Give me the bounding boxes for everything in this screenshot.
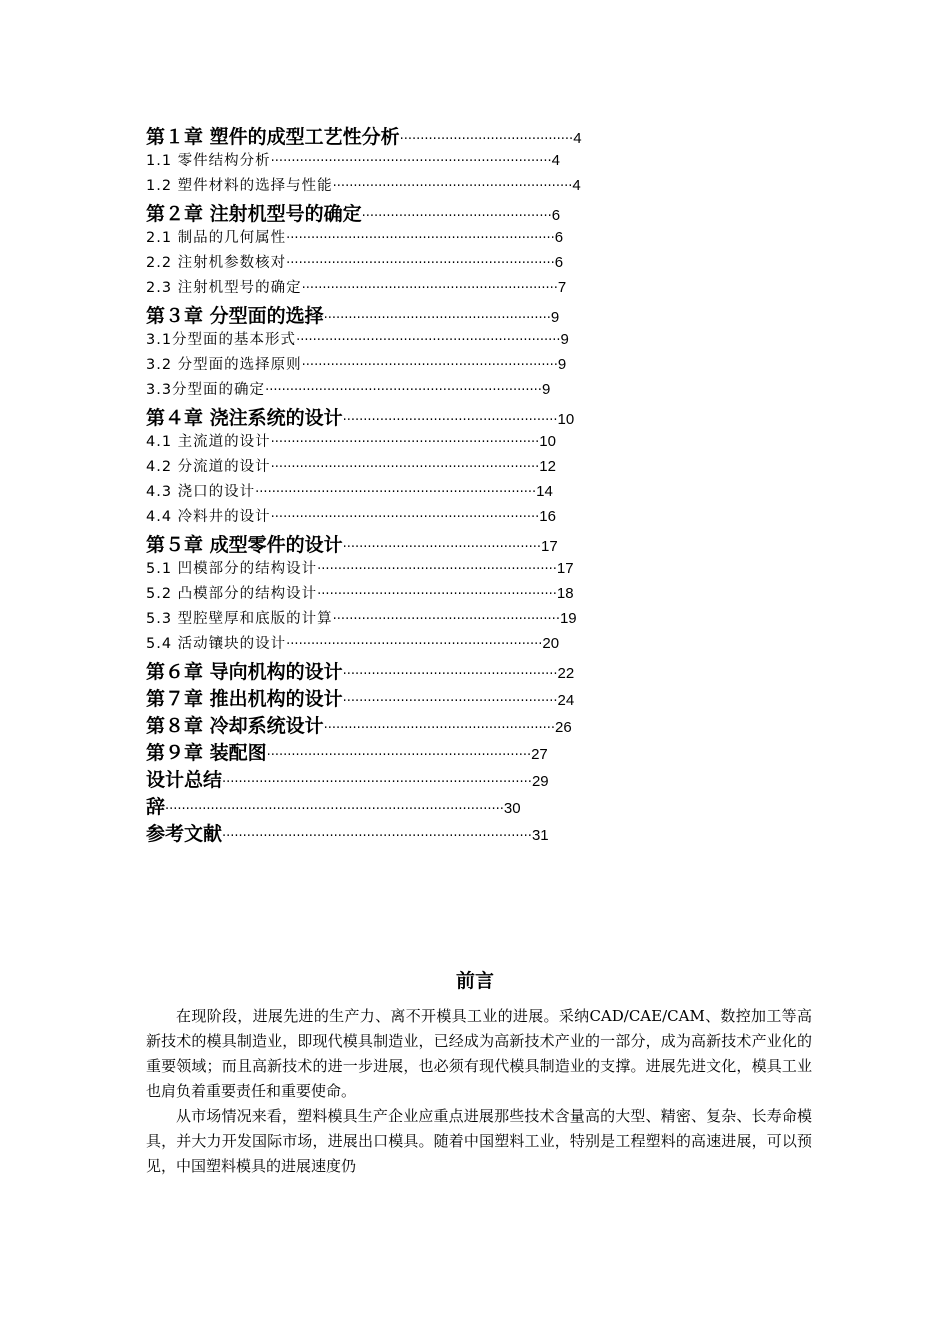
toc-chapter-entry[interactable] [146, 530, 806, 557]
toc-entry-label: 3.1分型面的基本形式 [146, 332, 297, 348]
preface-paragraph: 在现阶段，进展先进的生产力、离不开模具工业的进展。采纳CAD/CAE/CAM、数控加工等高新技术的模具制造业，即现代模具制造业，已经成为高新技术产业的一部分，成为高新技术产业化的重要领域；而且高新技术的进一步进展，也必须有现代模具制造业的支撑。进展先进文化，模具工业也肩负着重要责任和重要使命。 [146, 1007, 812, 1100]
toc-entry-label: 第６章 导向机构的设计 [146, 661, 343, 683]
toc-entry-label: 第３章 分型面的选择 [146, 305, 324, 327]
toc-section-entry[interactable] [146, 480, 806, 505]
toc-leader-dots: ···················································· [342, 667, 558, 682]
toc-entry-label: 5.1 凹模部分的结构设计 [146, 561, 318, 577]
toc-entry-label: 2.1 制品的几何属性 [146, 230, 287, 246]
toc-chapter-entry[interactable] [146, 819, 806, 846]
toc-leader-dots: ···································································· [270, 154, 552, 169]
toc-chapter-entry[interactable] [146, 792, 806, 819]
toc-entry-page-number: 16 [539, 508, 556, 525]
toc-leader-dots: ······························································ [301, 281, 558, 296]
toc-entry-label: 第１章 塑件的成型工艺性分析 [146, 126, 400, 148]
toc-leader-dots: ·························································· [317, 587, 557, 602]
toc-entry-label: 5.2 凸模部分的结构设计 [146, 586, 318, 602]
toc-section-entry[interactable] [146, 226, 806, 251]
toc-leader-dots: ···································································· [255, 485, 537, 500]
toc-entry-label: 第８章 冷却系统设计 [146, 715, 324, 737]
toc-entry-page-number: 4 [572, 177, 581, 194]
toc-entry-label: 1.1 零件结构分析 [146, 153, 271, 169]
toc-entry-page-number: 10 [539, 433, 556, 450]
toc-chapter-entry[interactable] [146, 765, 806, 792]
toc-chapter-entry[interactable] [146, 657, 806, 684]
toc-section-entry[interactable] [146, 632, 806, 657]
toc-entry-label: 第９章 装配图 [146, 742, 267, 764]
toc-entry-label: 4.2 分流道的设计 [146, 459, 271, 475]
toc-leader-dots: ··········································································· [222, 829, 532, 844]
toc-chapter-entry[interactable] [146, 684, 806, 711]
toc-leader-dots: ·············································· [361, 209, 552, 224]
toc-chapter-entry[interactable] [146, 403, 806, 430]
toc-entry-page-number: 17 [540, 538, 558, 555]
toc-entry-page-number: 6 [554, 254, 564, 271]
toc-section-entry[interactable] [146, 430, 806, 455]
toc-leader-dots: ·························································· [332, 179, 573, 194]
toc-entry-label: 参考文献 [146, 823, 223, 845]
preface-paragraph: 从市场情况来看，塑料模具生产企业应重点进展那些技术含量高的大型、精密、复杂、长寿命模具，并大力开发国际市场，进展出口模具。随着中国塑料工业，特别是工程塑料的高速进展，可以预见，中国塑料模具的进展速度仍 [146, 1107, 812, 1175]
toc-entry-page-number: 31 [531, 827, 549, 844]
toc-entry-page-number: 20 [542, 635, 560, 652]
toc-entry-label: 1.2 塑件材料的选择与性能 [146, 178, 333, 194]
toc-section-entry[interactable] [146, 328, 806, 353]
toc-chapter-entry[interactable] [146, 199, 806, 226]
toc-chapter-entry[interactable] [146, 301, 806, 328]
toc-entry-label: 3.2 分型面的选择原则 [146, 357, 302, 373]
toc-entry-label: 第７章 推出机构的设计 [146, 688, 343, 710]
toc-section-entry[interactable] [146, 505, 806, 530]
toc-chapter-entry[interactable] [146, 122, 806, 149]
toc-entry-page-number: 30 [503, 800, 521, 817]
toc-entry-page-number: 24 [557, 692, 575, 709]
toc-entry-page-number: 22 [557, 665, 575, 682]
toc-entry-label: 4.4 冷料井的设计 [146, 509, 271, 525]
toc-leader-dots: ································································ [266, 748, 532, 763]
toc-entry-page-number: 27 [531, 746, 548, 763]
toc-section-entry[interactable] [146, 378, 806, 403]
toc-entry-label: 设计总结 [146, 769, 223, 791]
toc-entry-page-number: 7 [557, 279, 567, 296]
toc-chapter-entry[interactable] [146, 738, 806, 765]
toc-entry-label: 3.3分型面的确定 [146, 382, 266, 398]
toc-entry-page-number: 9 [560, 331, 569, 348]
toc-entry-label: 第４章 浇注系统的设计 [146, 407, 343, 429]
toc-section-entry[interactable] [146, 251, 806, 276]
toc-leader-dots: ·········································· [399, 132, 574, 147]
preface-title: 前言 [455, 970, 494, 992]
toc-leader-dots: ································································ [296, 333, 561, 348]
toc-chapter-entry[interactable] [146, 711, 806, 738]
toc-entry-page-number: 10 [557, 411, 575, 428]
toc-entry-page-number: 9 [550, 309, 560, 326]
toc-section-entry[interactable] [146, 455, 806, 480]
toc-entry-page-number: 17 [556, 560, 574, 577]
toc-entry-page-number: 6 [551, 207, 561, 224]
toc-leader-dots: ································································· [286, 231, 555, 246]
toc-section-entry[interactable] [146, 149, 806, 174]
toc-leader-dots: ································································· [270, 510, 540, 525]
toc-entry-page-number: 12 [539, 458, 556, 475]
toc-leader-dots: ································································· [286, 256, 555, 271]
toc-leader-dots: ·················································································· [165, 802, 504, 817]
toc-entry-label: 4.3 浇口的设计 [146, 484, 256, 500]
toc-leader-dots: ································································· [270, 435, 540, 450]
toc-leader-dots: ······························································ [301, 358, 558, 373]
toc-entry-page-number: 6 [554, 229, 564, 246]
toc-leader-dots: ································································· [270, 460, 540, 475]
table-of-contents [146, 122, 806, 846]
toc-entry-page-number: 4 [573, 130, 582, 147]
toc-entry-label: 2.3 注射机型号的确定 [146, 280, 302, 296]
toc-entry-label: 2.2 注射机参数核对 [146, 255, 287, 271]
toc-entry-page-number: 18 [556, 585, 574, 602]
toc-leader-dots: ··········································································· [222, 775, 532, 790]
toc-leader-dots: ······························································ [286, 637, 543, 652]
toc-section-entry[interactable] [146, 174, 806, 199]
toc-section-entry[interactable] [146, 607, 806, 632]
toc-section-entry[interactable] [146, 353, 806, 378]
toc-entry-page-number: 9 [541, 381, 551, 398]
toc-entry-label: 第２章 注射机型号的确定 [146, 203, 362, 225]
toc-entry-page-number: 4 [551, 152, 561, 169]
toc-entry-label: 4.1 主流道的设计 [146, 434, 271, 450]
toc-entry-label: 辞 [146, 796, 166, 818]
toc-entry-page-number: 9 [557, 356, 567, 373]
toc-leader-dots: ·························································· [317, 562, 557, 577]
toc-leader-dots: ··································································· [265, 383, 542, 398]
toc-section-entry[interactable] [146, 582, 806, 607]
toc-entry-label: 5.4 活动镶块的设计 [146, 636, 287, 652]
toc-leader-dots: ······················································· [323, 311, 551, 326]
toc-entry-page-number: 29 [531, 773, 549, 790]
toc-section-entry[interactable] [146, 557, 806, 582]
toc-entry-page-number: 26 [555, 719, 572, 736]
toc-section-entry[interactable] [146, 276, 806, 301]
toc-entry-label: 第５章 成型零件的设计 [146, 534, 343, 556]
preface-body [146, 1004, 812, 1179]
toc-leader-dots: ···················································· [342, 694, 558, 709]
toc-leader-dots: ················································ [342, 540, 541, 555]
toc-entry-page-number: 14 [536, 483, 553, 500]
toc-leader-dots: ···················································· [342, 413, 558, 428]
toc-leader-dots: ························································ [323, 721, 556, 736]
toc-entry-page-number: 19 [559, 610, 577, 627]
toc-leader-dots: ······················································· [332, 612, 560, 627]
toc-entry-label: 5.3 型腔壁厚和底版的计算 [146, 611, 333, 627]
